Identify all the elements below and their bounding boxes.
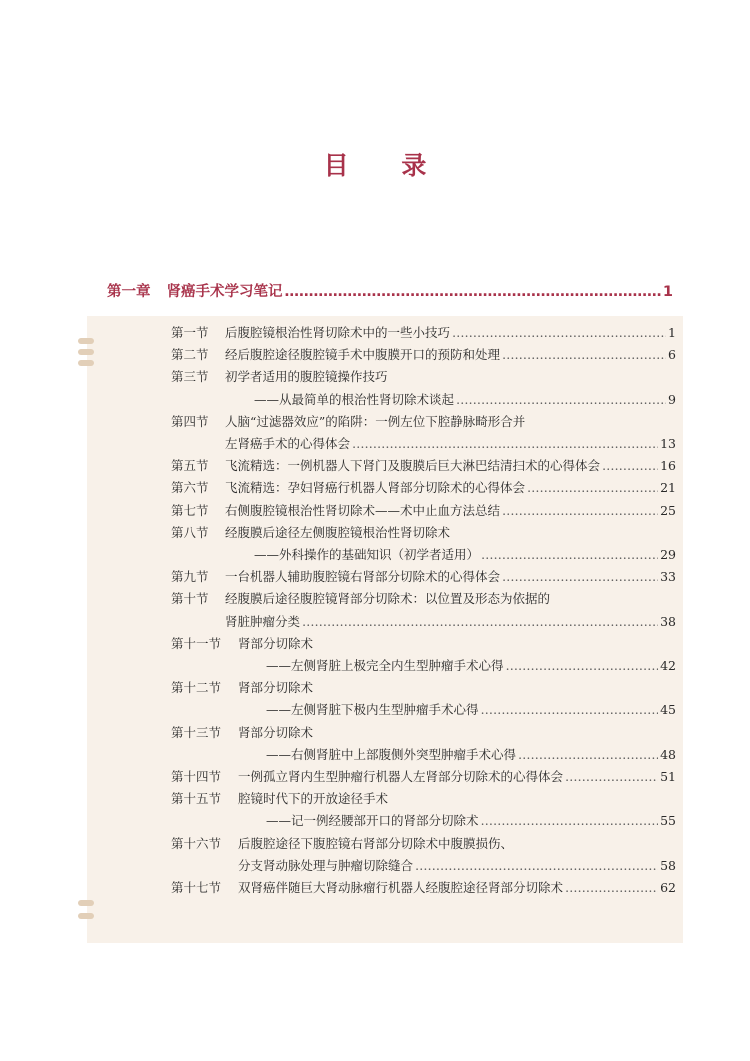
section-number: 第五节 bbox=[171, 458, 209, 474]
dot-leader bbox=[527, 480, 658, 496]
page-number: 21 bbox=[660, 480, 676, 496]
section-number: 第十四节 bbox=[171, 769, 222, 784]
section-number: 第十二节 bbox=[171, 680, 222, 696]
toc-entry[interactable] bbox=[266, 658, 676, 674]
section-number: 第四节 bbox=[171, 413, 209, 429]
dot-leader bbox=[481, 813, 659, 829]
page-title: 目 录 bbox=[323, 151, 449, 180]
section-number: 第十五节 bbox=[171, 791, 222, 807]
dot-leader bbox=[565, 769, 658, 785]
section-title: 经后腹腔途径腹腔镜手术中腹膜开口的预防和处理 bbox=[225, 347, 501, 363]
section-title: 初学者适用的腹腔镜操作技巧 bbox=[225, 369, 388, 385]
page-number: 9 bbox=[668, 391, 676, 407]
section-number: 第七节 bbox=[171, 502, 209, 518]
dot-leader bbox=[502, 503, 658, 519]
bookmark-tab bbox=[78, 360, 94, 366]
dot-leader bbox=[518, 747, 658, 763]
toc-entry[interactable] bbox=[266, 747, 676, 763]
dot-leader bbox=[481, 702, 659, 718]
dot-leader bbox=[565, 880, 658, 896]
section-title: 腔镜时代下的开放途径手术 bbox=[238, 791, 389, 807]
section-title: 肾部分切除术 bbox=[238, 680, 314, 696]
page-number: 16 bbox=[660, 458, 676, 474]
chapter-number: 第一章 bbox=[107, 284, 151, 300]
section-title: 肾部分切除术 bbox=[238, 724, 314, 740]
chapter-title: 肾癌手术学习笔记 bbox=[166, 284, 283, 300]
section-number: 第二节 bbox=[171, 347, 209, 363]
toc-entry[interactable] bbox=[171, 414, 676, 430]
section-title: 后腹腔途径下腹腔镜右肾部分切除术中腹膜损伤、 bbox=[238, 835, 514, 851]
section-title: 一例孤立肾内生型肿瘤行机器人左肾部分切除术的心得体会 bbox=[238, 769, 564, 784]
dot-leader bbox=[285, 284, 661, 300]
toc-entry[interactable] bbox=[171, 347, 676, 363]
section-title: 分支肾动脉处理与肿瘤切除缝合 bbox=[238, 857, 414, 873]
section-title: 经腹膜后途径腹腔镜肾部分切除术：以位置及形态为依据的 bbox=[225, 591, 551, 607]
section-title: 飞流精选：孕妇肾癌行机器人肾部分切除术的心得体会 bbox=[225, 480, 526, 496]
section-title: 右侧腹腔镜根治性肾切除术——术中止血方法总结 bbox=[225, 502, 501, 518]
page-number: 1 bbox=[668, 325, 676, 340]
section-number: 第十六节 bbox=[171, 835, 222, 851]
section-title: 双肾癌伴随巨大肾动脉瘤行机器人经腹腔途径肾部分切除术 bbox=[238, 880, 564, 895]
dot-leader bbox=[456, 392, 666, 408]
section-title: 人脑“过滤器效应”的陷阱：一例左位下腔静脉畸形合并 bbox=[225, 413, 526, 429]
toc-entry[interactable] bbox=[171, 369, 676, 385]
section-title: ——从最简单的根治性肾切除术谈起 bbox=[254, 391, 455, 407]
page-number: 62 bbox=[660, 880, 676, 895]
toc-entry[interactable] bbox=[254, 392, 676, 408]
dot-leader bbox=[502, 569, 658, 585]
toc-entry[interactable] bbox=[171, 836, 676, 852]
bookmark-tab bbox=[78, 338, 94, 344]
section-title: 飞流精选：一例机器人下肾门及腹膜后巨大淋巴结清扫术的心得体会 bbox=[225, 458, 601, 474]
page-number: 29 bbox=[660, 547, 676, 562]
dot-leader bbox=[502, 347, 666, 363]
page-number: 42 bbox=[660, 658, 676, 673]
toc-entry[interactable] bbox=[171, 880, 676, 896]
section-title: ——记一例经腰部开口的肾部分切除术 bbox=[266, 813, 479, 829]
page-number: 48 bbox=[660, 746, 676, 762]
page-number: 13 bbox=[660, 436, 676, 451]
bookmark-tab bbox=[78, 349, 94, 355]
section-number: 第十七节 bbox=[171, 880, 222, 895]
section-number: 第十节 bbox=[171, 591, 209, 607]
dot-leader bbox=[602, 458, 658, 474]
section-title: 左肾癌手术的心得体会 bbox=[225, 436, 351, 451]
section-number: 第十三节 bbox=[171, 724, 222, 740]
section-number: 第十一节 bbox=[171, 635, 222, 651]
section-number: 第九节 bbox=[171, 569, 209, 585]
toc-entry[interactable] bbox=[171, 458, 676, 474]
toc-entry[interactable] bbox=[225, 436, 676, 452]
toc-entry[interactable] bbox=[171, 791, 676, 807]
section-title: 经腹膜后途径左侧腹腔镜根治性肾切除术 bbox=[225, 524, 451, 540]
dot-leader bbox=[481, 547, 658, 563]
toc-entry[interactable] bbox=[171, 680, 676, 696]
page-number: 33 bbox=[660, 569, 676, 585]
toc-entry[interactable] bbox=[171, 636, 676, 652]
chapter-page: 1 bbox=[662, 284, 673, 300]
toc-entry[interactable] bbox=[266, 813, 676, 829]
page-number: 51 bbox=[660, 769, 676, 784]
dot-leader bbox=[302, 614, 658, 630]
toc-entry[interactable] bbox=[171, 591, 676, 607]
section-title: ——左侧肾脏上极完全内生型肿瘤手术心得 bbox=[266, 658, 504, 673]
toc-entry[interactable] bbox=[238, 858, 676, 874]
toc-entry[interactable] bbox=[171, 503, 676, 519]
section-number: 第三节 bbox=[171, 369, 209, 385]
page-number: 58 bbox=[660, 857, 676, 873]
toc-entry[interactable] bbox=[266, 702, 676, 718]
toc-entry[interactable] bbox=[171, 525, 676, 541]
section-title: 肾脏肿瘤分类 bbox=[225, 613, 301, 629]
section-title: 肾部分切除术 bbox=[238, 635, 314, 651]
section-title: ——右侧肾脏中上部腹侧外突型肿瘤手术心得 bbox=[266, 746, 517, 762]
section-title: 后腹腔镜根治性肾切除术中的一些小技巧 bbox=[225, 325, 451, 340]
bookmark-tab bbox=[78, 913, 94, 919]
dot-leader bbox=[352, 436, 658, 452]
section-title: 一台机器人辅助腹腔镜右肾部分切除术的心得体会 bbox=[225, 569, 501, 585]
section-number: 第八节 bbox=[171, 524, 209, 540]
section-number: 第一节 bbox=[171, 325, 209, 340]
dot-leader bbox=[452, 325, 666, 341]
section-title: ——左侧肾脏下极内生型肿瘤手术心得 bbox=[266, 702, 479, 718]
chapter-heading[interactable] bbox=[107, 280, 673, 301]
page-number: 6 bbox=[668, 347, 676, 363]
dot-leader bbox=[506, 658, 659, 674]
section-title: ——外科操作的基础知识（初学者适用） bbox=[254, 547, 480, 562]
toc-entry[interactable] bbox=[171, 569, 676, 585]
page-number: 45 bbox=[660, 702, 676, 718]
page-number: 38 bbox=[660, 613, 676, 629]
bookmark-tab bbox=[78, 900, 94, 906]
page-number: 55 bbox=[660, 813, 676, 829]
toc-entry[interactable] bbox=[171, 325, 676, 341]
toc-entry[interactable] bbox=[171, 480, 676, 496]
page-number: 25 bbox=[660, 502, 676, 518]
toc-entry[interactable] bbox=[171, 725, 676, 741]
toc-entry[interactable] bbox=[254, 547, 676, 563]
dot-leader bbox=[415, 858, 658, 874]
toc-entry[interactable] bbox=[171, 769, 676, 785]
section-number: 第六节 bbox=[171, 480, 209, 496]
toc-entry[interactable] bbox=[225, 614, 676, 630]
